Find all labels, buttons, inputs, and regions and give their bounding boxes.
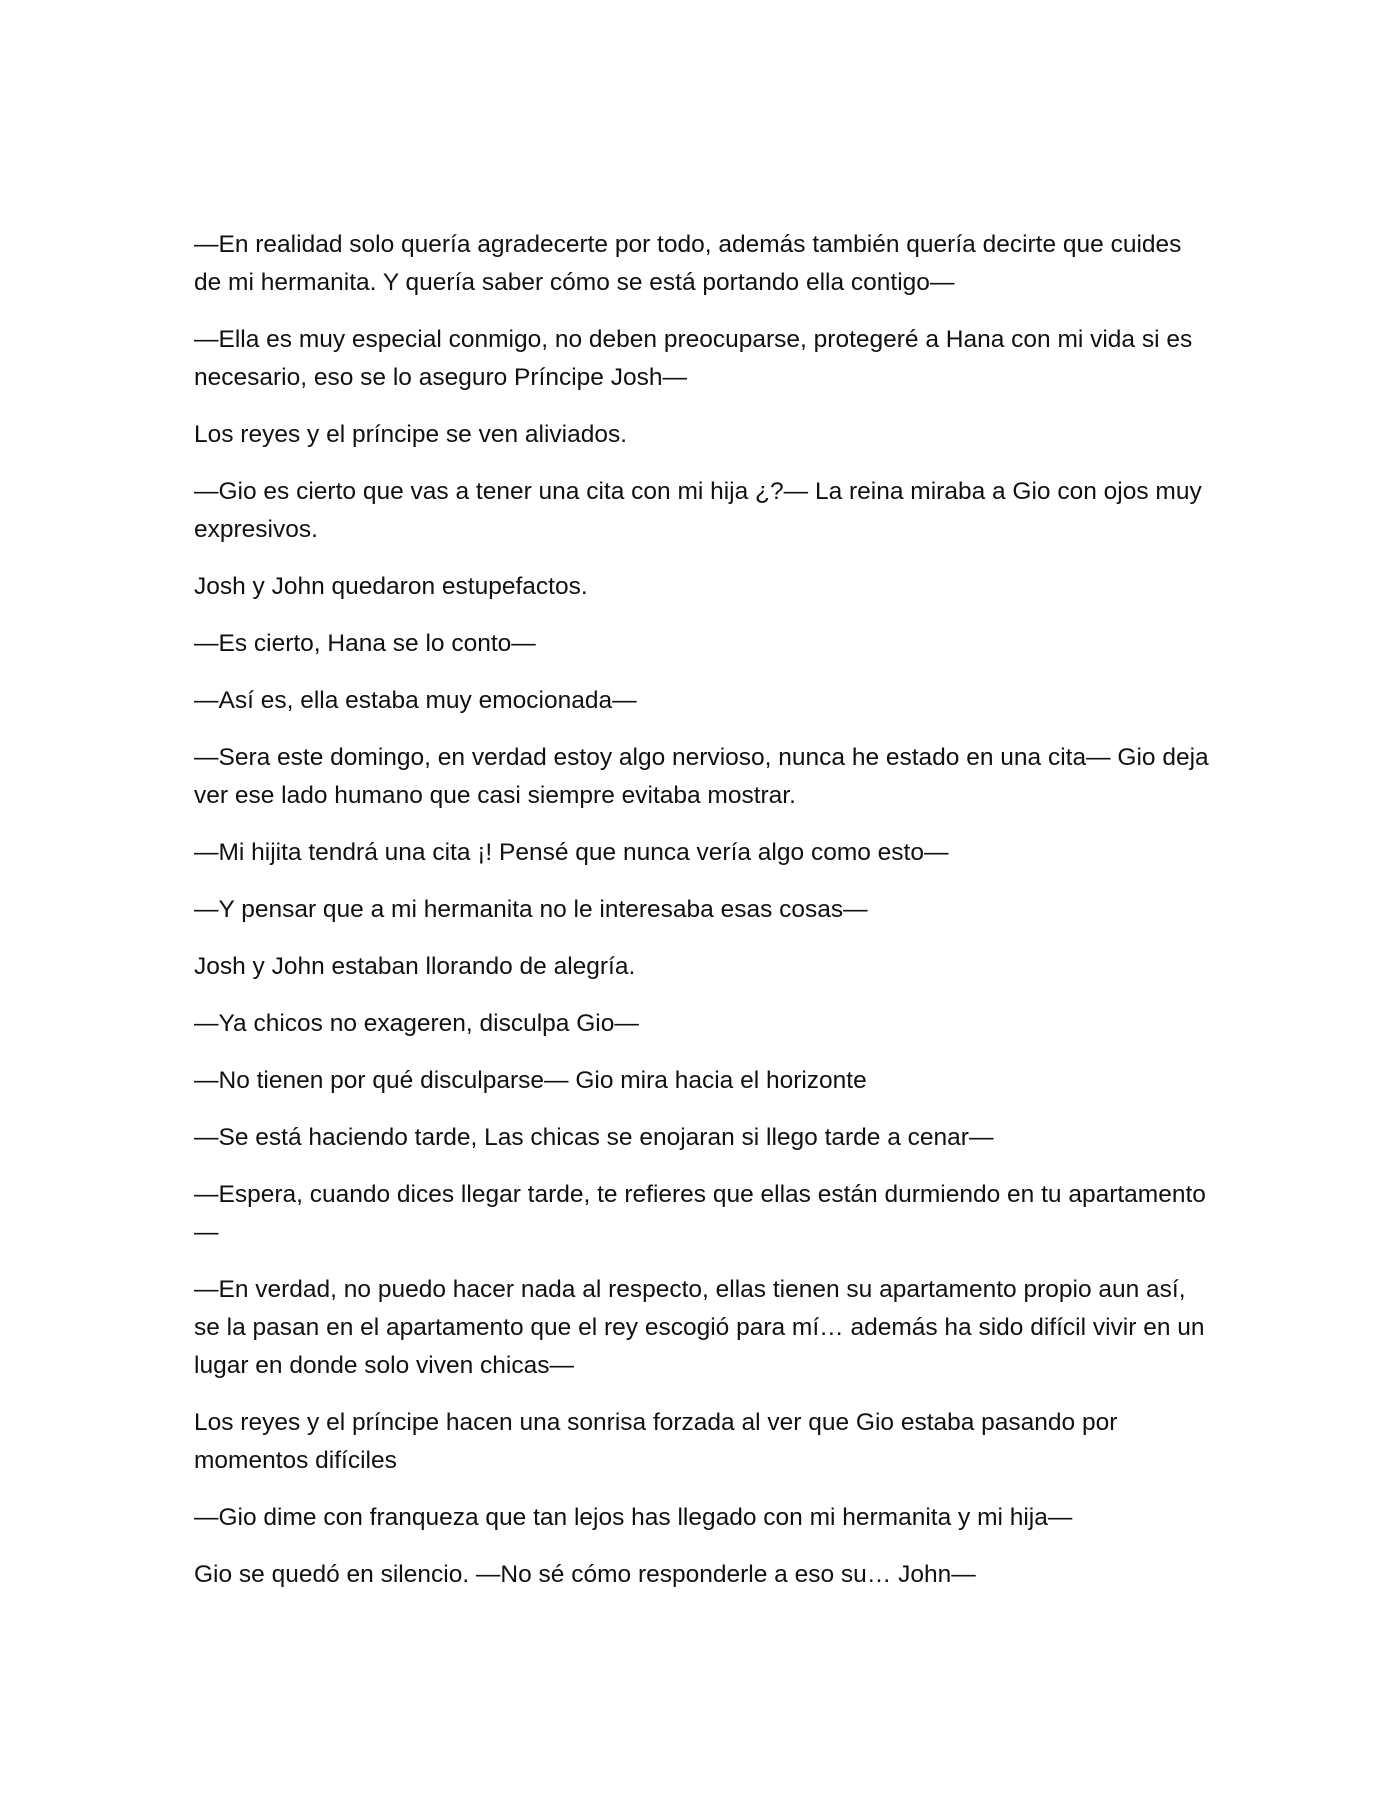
paragraph: —En verdad, no puedo hacer nada al respecto, ellas tienen su apartamento propio aun así, se la pasan en el apartamento que el rey escogió para mí… además ha sido difícil vivir en un lugar en donde solo viven chicas— [194,1276,1205,1379]
paragraph: Josh y John quedaron estupefactos. [194,573,588,600]
paragraph: —Gio dime con franqueza que tan lejos has llegado con mi hermanita y mi hija— [194,1504,1073,1531]
paragraph: Gio se quedó en silencio. —No sé cómo responderle a eso su… John— [194,1561,976,1588]
paragraph: —Espera, cuando dices llegar tarde, te refieres que ellas están durmiendo en tu apartamento— [194,1181,1206,1246]
paragraph: —Se está haciendo tarde, Las chicas se enojaran si llego tarde a cenar— [194,1124,994,1151]
paragraph: —No tienen por qué disculparse— Gio mira hacia el horizonte [194,1067,867,1094]
paragraph: —En realidad solo quería agradecerte por todo, además también quería decirte que cuides de mi hermanita. Y quería saber cómo se está portando ella contigo— [194,231,1182,296]
paragraph: —Mi hijita tendrá una cita ¡! Pensé que nunca vería algo como esto— [194,839,949,866]
paragraph: —Sera este domingo, en verdad estoy algo nervioso, nunca he estado en una cita— Gio deja ver ese lado humano que casi siempre evitaba mostrar. [194,744,1209,809]
document-body [194,226,1214,1613]
paragraph: —Ya chicos no exageren, disculpa Gio— [194,1010,639,1037]
paragraph: —Gio es cierto que vas a tener una cita con mi hija ¿?— La reina miraba a Gio con ojos muy expresivos. [194,478,1202,543]
paragraph: —Es cierto, Hana se lo conto— [194,630,536,657]
paragraph: —Así es, ella estaba muy emocionada— [194,687,637,714]
paragraph: Los reyes y el príncipe se ven aliviados. [194,421,628,448]
paragraph: —Ella es muy especial conmigo, no deben preocuparse, protegeré a Hana con mi vida si es necesario, eso se lo aseguro Príncipe Josh— [194,326,1193,391]
paragraph: Josh y John estaban llorando de alegría. [194,953,636,980]
paragraph: —Y pensar que a mi hermanita no le interesaba esas cosas— [194,896,868,923]
paragraph: Los reyes y el príncipe hacen una sonrisa forzada al ver que Gio estaba pasando por momentos difíciles [194,1409,1118,1474]
